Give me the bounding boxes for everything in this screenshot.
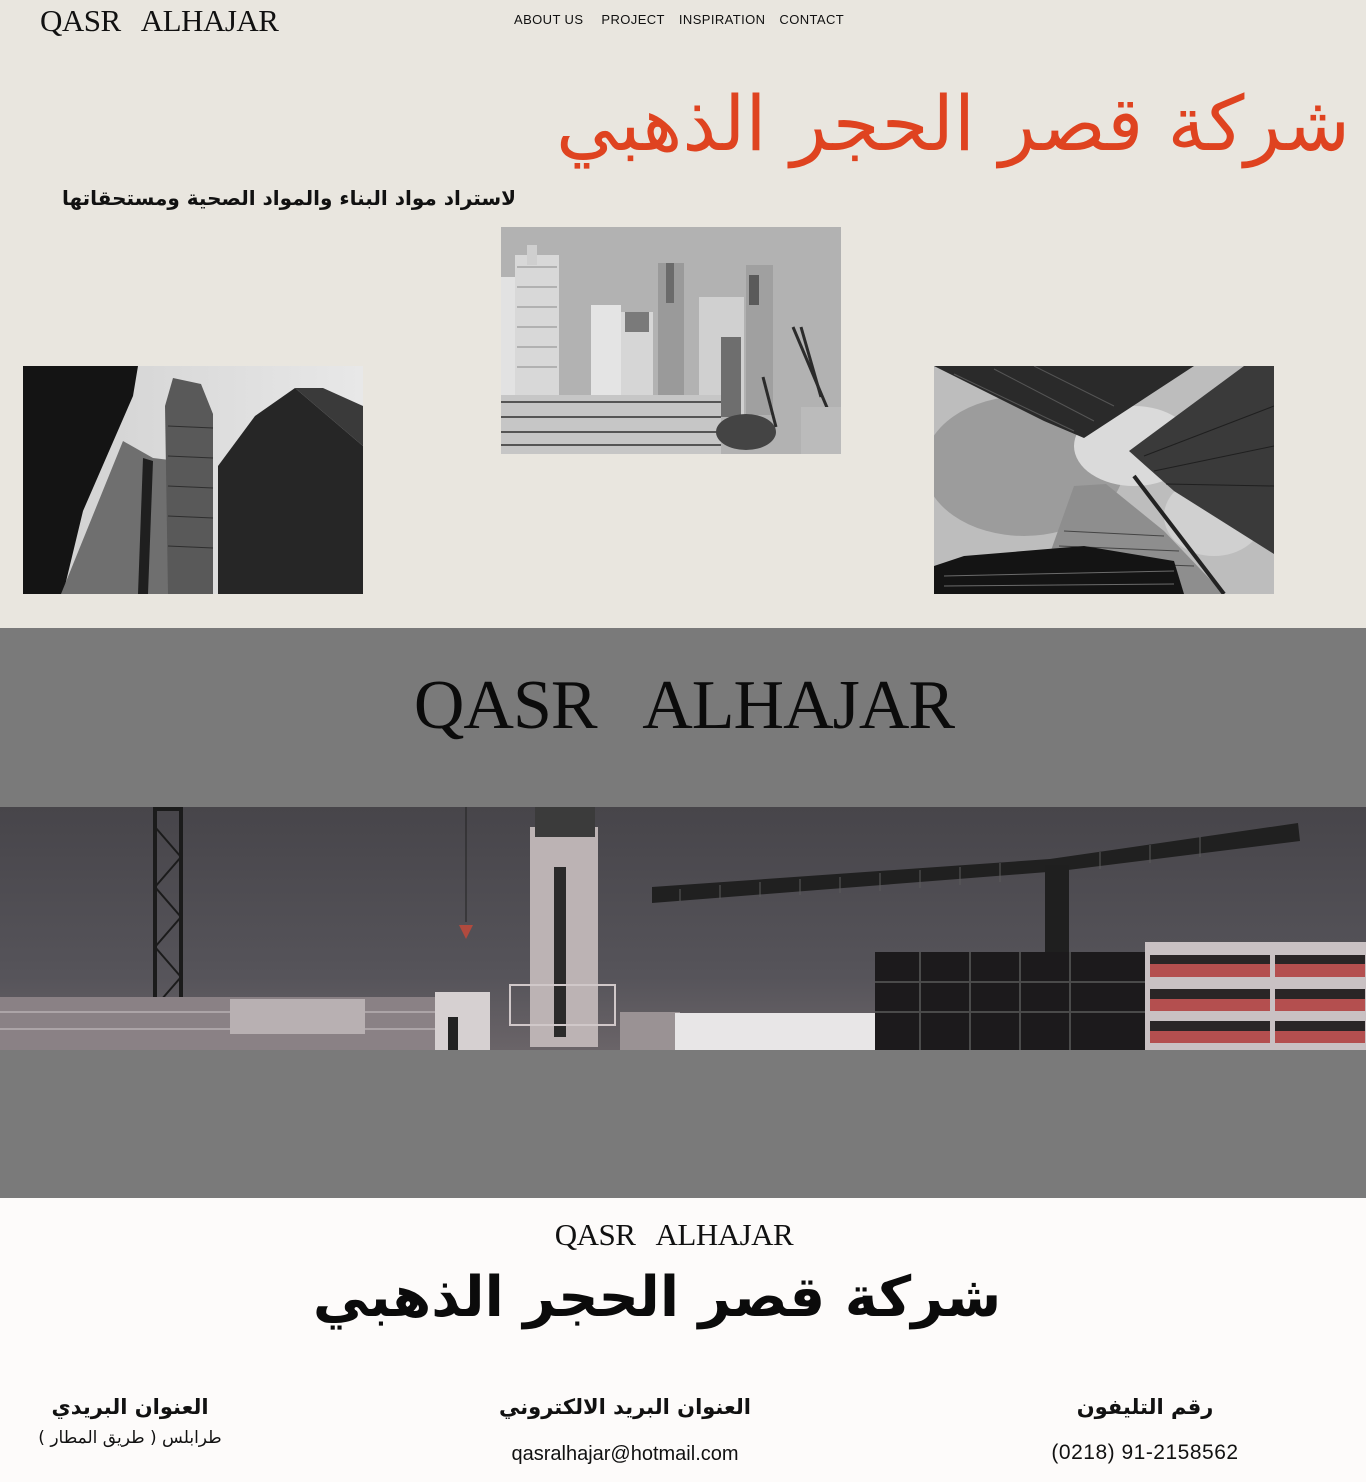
email-heading: العنوان البريد الالكتروني	[499, 1395, 751, 1419]
phone-column	[1020, 1392, 1270, 1467]
hero-subtitle: لاستراد مواد البناء والمواد الصحية ومستحقاتها	[61, 186, 517, 210]
brand-band-section	[0, 628, 1366, 1198]
footer-title: شركة قصر الحجر الذهبي	[312, 1265, 1002, 1330]
hero-title: شركة قصر الحجر الذهبي	[555, 79, 1350, 168]
postal-address-value: طرابلس ( طريق المطار )	[38, 1428, 222, 1448]
email-column	[480, 1392, 770, 1468]
construction-site-photo	[0, 807, 1366, 1050]
email-value[interactable]: qasralhajar@hotmail.com	[511, 1443, 739, 1465]
footer	[0, 1198, 1366, 1482]
glass-towers-photo	[934, 366, 1274, 594]
phone-value[interactable]: (0218) 91-2158562	[1051, 1441, 1239, 1464]
footer-logo: QASR ALHAJAR	[554, 1217, 794, 1252]
postal-address-heading: العنوان البريدي	[51, 1395, 209, 1419]
nav-about-us[interactable]: ABOUT US	[514, 12, 584, 27]
nav-project[interactable]: PROJECT	[601, 12, 665, 27]
band-logo: QASR ALHAJAR	[413, 667, 955, 744]
postal-address-column	[20, 1392, 240, 1452]
nav-inspiration[interactable]: INSPIRATION	[678, 12, 766, 27]
main-nav	[514, 12, 844, 28]
site-logo[interactable]: QASR ALHAJAR	[40, 3, 279, 38]
phone-heading: رقم التليفون	[1076, 1395, 1214, 1419]
nav-contact[interactable]: CONTACT	[779, 12, 845, 27]
hero-section	[0, 0, 1366, 628]
skyline-photo	[501, 227, 841, 454]
dark-skyscrapers-photo	[23, 366, 363, 594]
